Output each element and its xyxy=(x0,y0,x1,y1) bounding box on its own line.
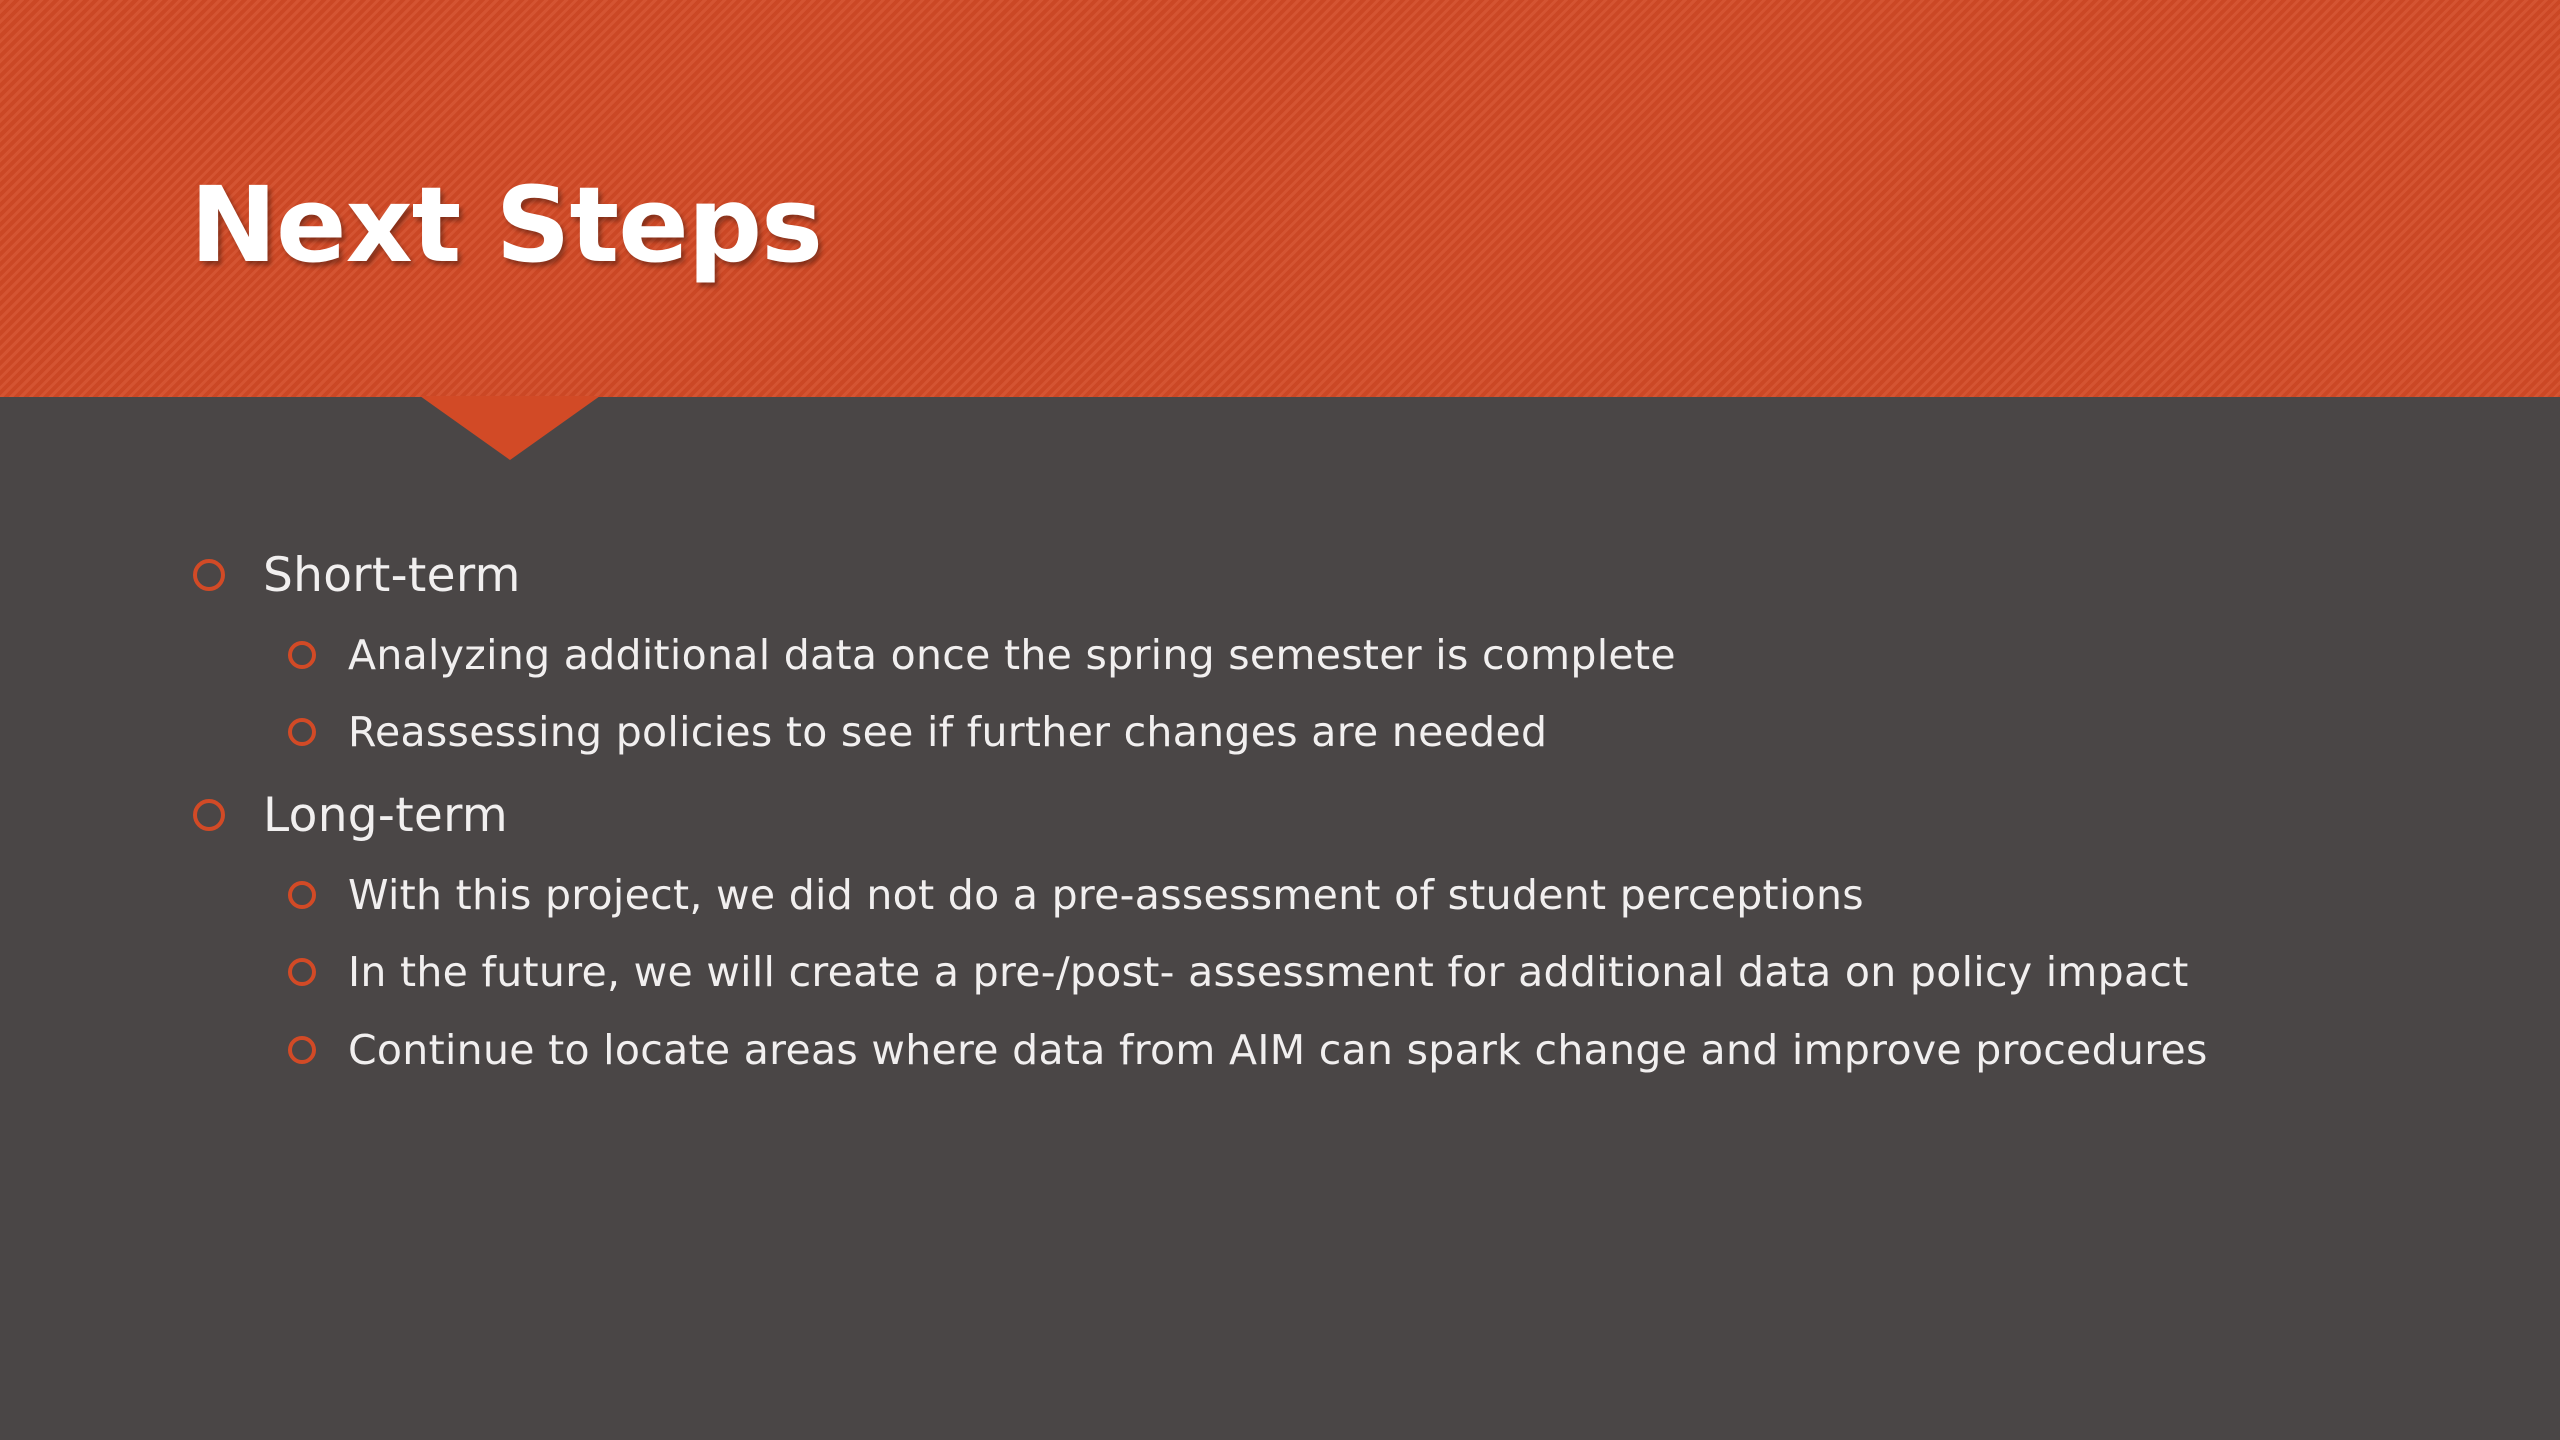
circle-bullet-icon xyxy=(193,559,225,591)
circle-bullet-icon xyxy=(288,641,316,669)
section-heading-label: Short-term xyxy=(263,547,521,603)
circle-bullet-icon xyxy=(193,799,225,831)
section-heading-label: Long-term xyxy=(263,787,509,843)
list-item xyxy=(288,625,1676,685)
section-heading-short-term xyxy=(193,540,521,610)
list-item-text: Analyzing additional data once the spring semester is complete xyxy=(348,631,1676,679)
list-item xyxy=(288,1020,2208,1080)
circle-bullet-icon xyxy=(288,718,316,746)
circle-bullet-icon xyxy=(288,958,316,986)
list-item xyxy=(288,942,2189,1002)
list-item-text: Continue to locate areas where data from AIM can spark change and improve procedures xyxy=(348,1026,2208,1074)
section-heading-long-term xyxy=(193,780,508,850)
list-item-text: In the future, we will create a pre-/post- assessment for additional data on policy impact xyxy=(348,948,2189,996)
list-item xyxy=(288,865,1864,925)
circle-bullet-icon xyxy=(288,881,316,909)
list-item-text: Reassessing policies to see if further changes are needed xyxy=(348,708,1548,756)
circle-bullet-icon xyxy=(288,1036,316,1064)
slide-title: Next Steps xyxy=(190,164,823,286)
list-item-text: With this project, we did not do a pre-assessment of student perceptions xyxy=(348,871,1864,919)
list-item xyxy=(288,702,1547,762)
